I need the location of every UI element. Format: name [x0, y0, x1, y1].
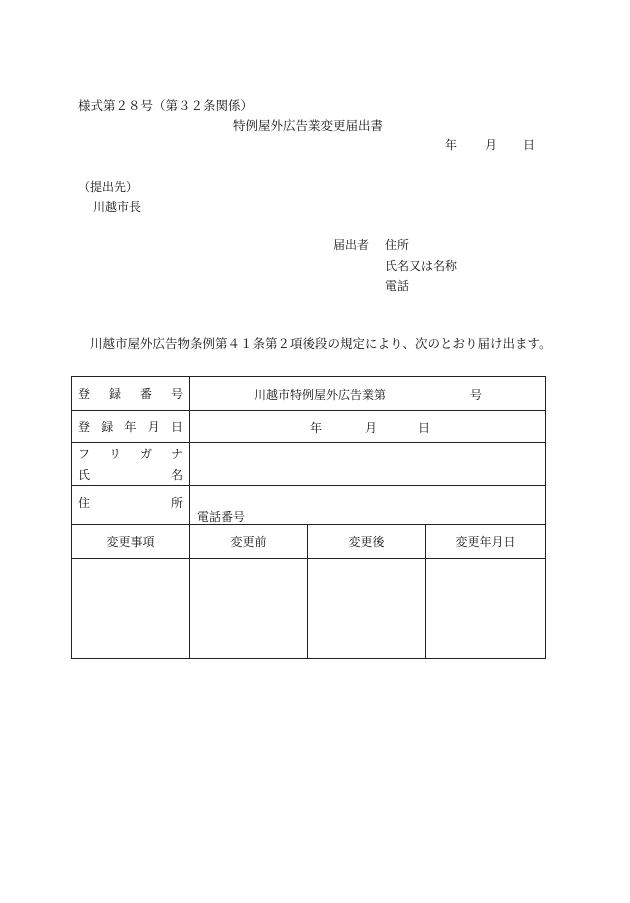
before-change-field[interactable] — [190, 559, 308, 659]
notifier-phone-label: 電話 — [385, 279, 410, 293]
address-field[interactable] — [190, 486, 546, 525]
label-char: 録 — [101, 420, 114, 434]
label-char: 日 — [170, 420, 183, 434]
header-after-change: 変更後 — [308, 525, 426, 559]
registration-number-label — [72, 377, 190, 411]
table-row-name — [72, 443, 546, 486]
notifier-name-label: 氏名又は名称 — [385, 259, 458, 273]
registration-day-label: 日 — [418, 421, 431, 435]
registration-change-table — [71, 376, 546, 659]
header-before-change: 変更前 — [190, 525, 308, 559]
recipient-name: 川越市長 — [93, 200, 142, 214]
header-change-item: 変更事項 — [72, 525, 190, 559]
furigana-label — [78, 445, 183, 462]
registration-date-label — [72, 411, 190, 443]
label-char: 録 — [108, 387, 121, 401]
label-char: フ — [78, 447, 91, 461]
registration-number-field[interactable] — [190, 377, 546, 411]
label-char: 番 — [139, 387, 152, 401]
table-row-address — [72, 486, 546, 525]
document-title: 特例屋外広告業変更届出書 — [233, 118, 384, 133]
registration-date-field[interactable] — [190, 411, 546, 443]
submission-date-line — [445, 136, 535, 153]
date-month-label: 月 — [485, 138, 498, 152]
date-day-label: 日 — [523, 138, 536, 152]
phone-number-label: 電話番号 — [197, 510, 246, 524]
change-date-field[interactable] — [426, 559, 546, 659]
table-row-registration-number — [72, 377, 546, 411]
label-char: 年 — [124, 420, 137, 434]
after-change-field[interactable] — [308, 559, 426, 659]
address-label — [72, 486, 190, 525]
table-row-change-entry — [72, 559, 546, 659]
registration-month-label: 月 — [365, 421, 378, 435]
body-text: 川越市屋外広告物条例第４１条第２項後段の規定により、次のとおり届け出ます。 — [90, 336, 552, 351]
furigana-name-label — [72, 443, 190, 486]
registration-number-suffix: 号 — [470, 388, 483, 402]
name-field[interactable] — [190, 443, 546, 486]
submit-to-label: （提出先） — [78, 180, 139, 194]
label-char: ガ — [139, 447, 152, 461]
notifier-label: 届出者 — [333, 238, 370, 252]
label-char: 月 — [147, 420, 160, 434]
registration-number-prefix: 川越市特例屋外広告業第 — [254, 388, 387, 402]
label-char: 登 — [78, 387, 91, 401]
date-year-label: 年 — [445, 138, 458, 152]
registration-year-label: 年 — [310, 421, 323, 435]
label-char: 所 — [170, 495, 183, 510]
label-char: リ — [108, 447, 121, 461]
table-row-change-headers — [72, 525, 546, 559]
label-char: ナ — [170, 447, 183, 461]
form-number: 様式第２８号（第３２条関係） — [78, 98, 254, 113]
change-item-field[interactable] — [72, 559, 190, 659]
name-label — [78, 466, 183, 483]
label-char: 氏 — [78, 468, 91, 482]
label-char: 登 — [78, 420, 91, 434]
notifier-address-label: 住所 — [385, 238, 410, 252]
label-char: 名 — [170, 468, 183, 482]
header-change-date: 変更年月日 — [426, 525, 546, 559]
label-char: 住 — [78, 495, 91, 510]
label-char: 号 — [170, 387, 183, 401]
table-row-registration-date — [72, 411, 546, 443]
